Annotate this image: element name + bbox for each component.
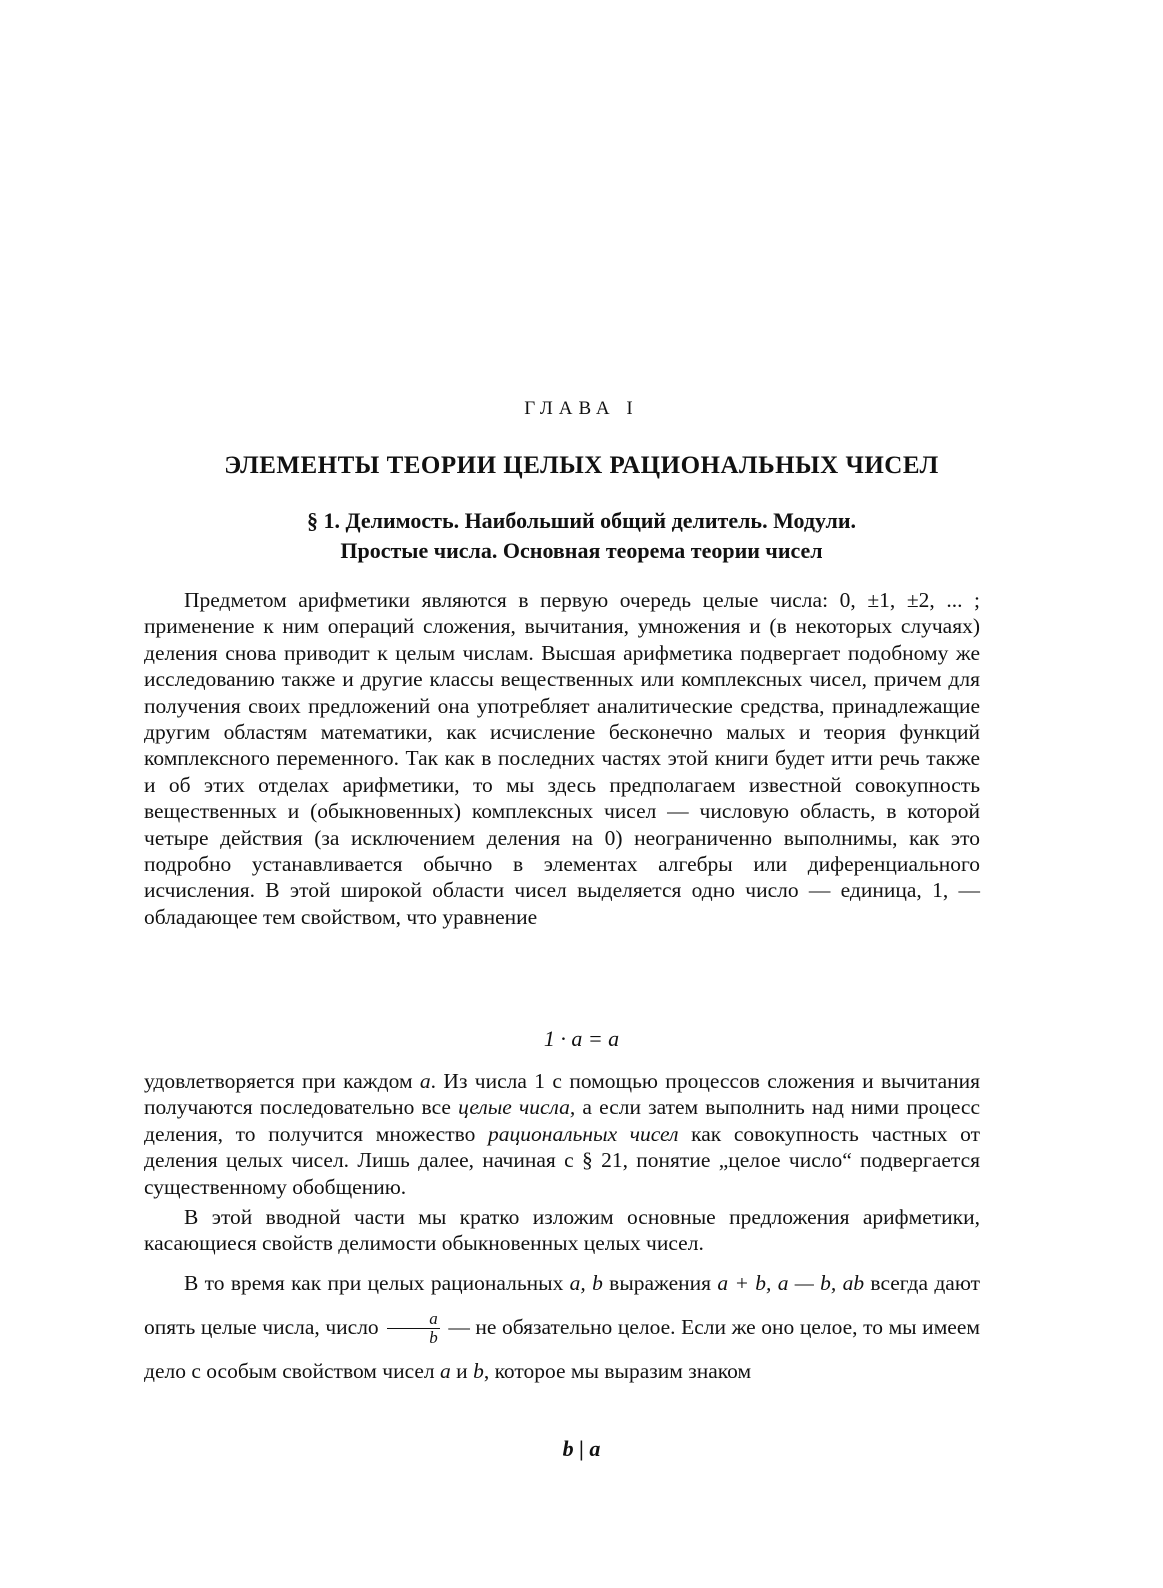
term-integers: целые числа,	[458, 1095, 576, 1120]
paragraph-3: В этой вводной части мы кратко изложим основные предложения арифметики, касающиеся свойств делимости обыкновенных целых чисел.	[144, 1205, 980, 1256]
chapter-label: ГЛАВА I	[524, 398, 639, 419]
paragraph-4: В то время как при целых рациональных a, b выражения a + b, a — b, ab всегда дают опять целые числа, число $\frac{a}{b}$ — не обязательно целое. Если же оно целое, то мы имеем дело с особым свойством чисел a и b, которое мы выразим знаком	[144, 1270, 981, 1383]
section-heading-line1: § 1. Делимость. Наибольший общий делитель. Модули.	[306, 508, 857, 533]
paragraph-2: удовлетворяется при каждом a. Из числа 1 с помощью процессов сложения и вычитания получаются последовательно все целые числа, а если затем выполнить над ними процесс деления, то получится множество рациональных чисел как совокупность частных от деления целых чисел. Лишь далее, начиная с § 21, понятие „целое число“ подвергается существенному обобщению.	[144, 1069, 981, 1199]
section-heading-line2: Простые числа. Основная теорема теории чисел	[340, 538, 823, 563]
term-rationals: рациональных чисел	[488, 1121, 679, 1146]
equation-divides: b | a	[562, 1436, 601, 1461]
equation-unit: 1 · a = a	[543, 1026, 620, 1051]
paragraph-body	[144, 1068, 980, 1393]
paragraph-intro	[144, 587, 980, 930]
chapter-title: ЭЛЕМЕНТЫ ТЕОРИИ ЦЕЛЫХ РАЦИОНАЛЬНЫХ ЧИСЕЛ	[224, 452, 939, 479]
paragraph-1: Предметом арифметики являются в первую очередь целые числа: 0, ±1, ±2, ... ; применение к ним операций сложения, вычитания, умножения и (в некоторых случаях) деления снова приводит к целым числам. Высшая арифметика подвергает подобному же исследованию также и другие классы вещественных или комплексных чисел, причем для получения своих предложений она употребляет аналитические средства, принадлежащие другим областям математики, как исчисление бесконечно малых и теория функций комплексного переменного. Так как в последних частях этой книги будет итти речь также и об этих отделах арифметики, то мы здесь предполагаем известной совокупность вещественных и (обыкновенных) комплексных чисел — числовую область, в которой четыре действия (за исключением деления на 0) неограниченно выполнимы, как это подробно устанавливается обычно в элементах алгебры или диференциального исчисления. В этой широкой области чисел выделяется одно число — единица, 1, — обладающее тем свойством, что уравнение	[144, 588, 980, 929]
fraction-a-over-b: $\frac{a}{b}$	[387, 1310, 440, 1347]
